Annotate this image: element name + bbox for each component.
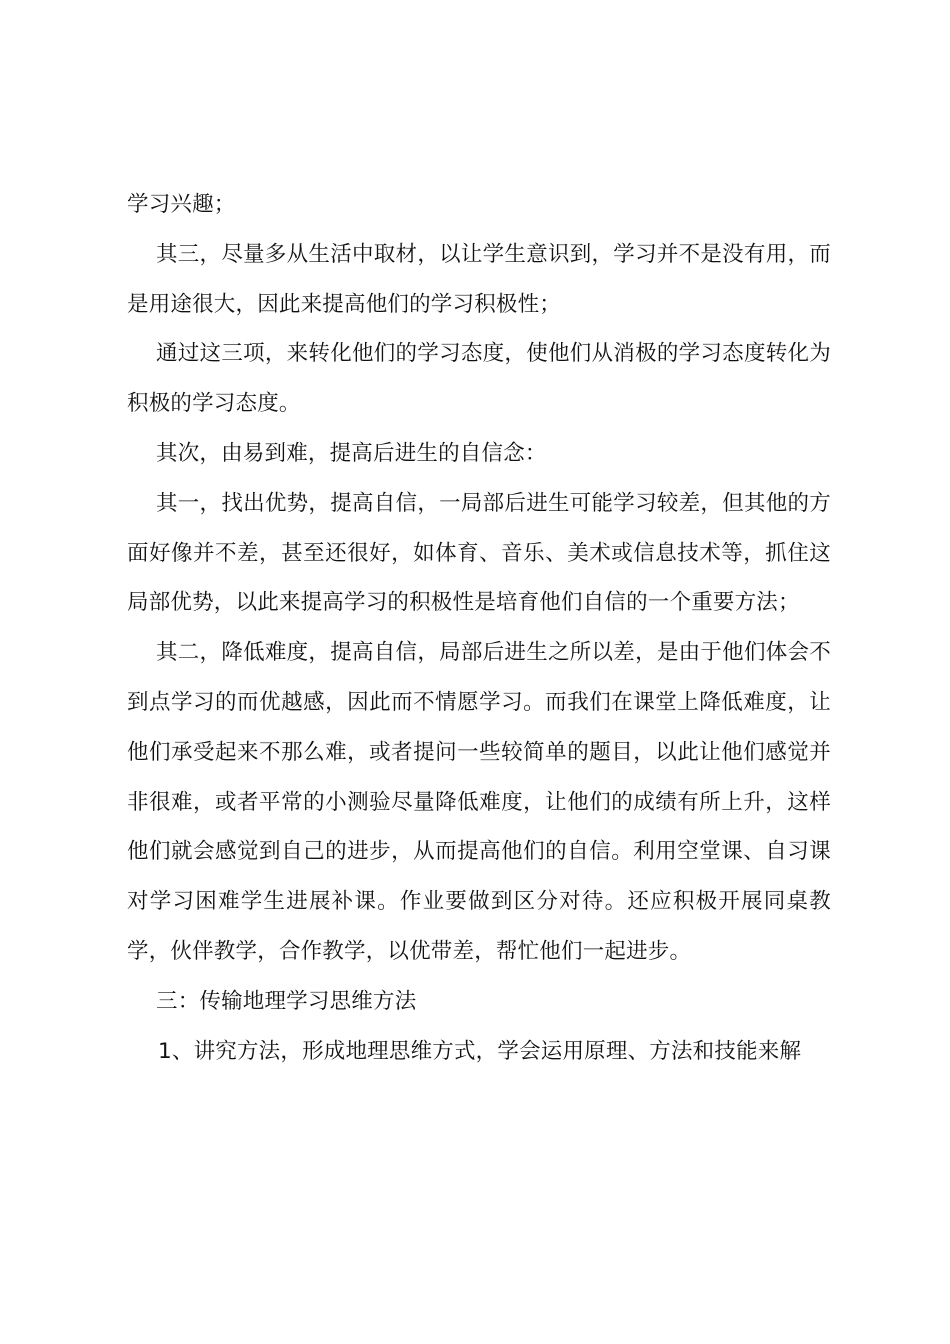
paragraph-confidence-heading: 其次，由易到难，提高后进生的自信念： xyxy=(156,440,547,466)
numbered-item-one: 1、讲究方法，形成地理思维方式，学会运用原理、方法和技能来解 xyxy=(158,1038,802,1064)
paragraph-third-point: 其三，尽量多从生活中取材，以让学生意识到，学习并不是没有用，而是用途很大，因此来提高他们的学习积极性； xyxy=(127,241,831,317)
document-body xyxy=(127,180,831,1076)
paragraph-first-strength: 其一，找出优势，提高自信，一局部后进生可能学习较差，但其他的方面好像并不差，甚至还很好，如体育、音乐、美术或信息技术等，抓住这局部优势，以此来提高学习的积极性是培育他们自信的一个重要方法； xyxy=(127,490,831,616)
section-heading-three: 三：传输地理学习思维方法 xyxy=(156,988,417,1014)
paragraph-second-difficulty: 其二，降低难度，提高自信，局部后进生之所以差，是由于他们体会不到点学习的而优越感，因此而不情愿学习。而我们在课堂上降低难度，让他们承受起来不那么难，或者提问一些较简单的题目，以此让他们感觉并非很难，或者平常的小测验尽量降低难度，让他们的成绩有所上升，这样他们就会感觉到自己的进步，从而提高他们的自信。利用空堂课、自习课对学习困难学生进展补课。作业要做到区分对待。还应积极开展同桌教学，伙伴教学，合作教学，以优带差，帮忙他们一起进步。 xyxy=(127,640,831,964)
paragraph-attitude-summary: 通过这三项，来转化他们的学习态度，使他们从消极的学习态度转化为积极的学习态度。 xyxy=(127,341,831,417)
paragraph-continuation: 学习兴趣； xyxy=(127,192,236,217)
